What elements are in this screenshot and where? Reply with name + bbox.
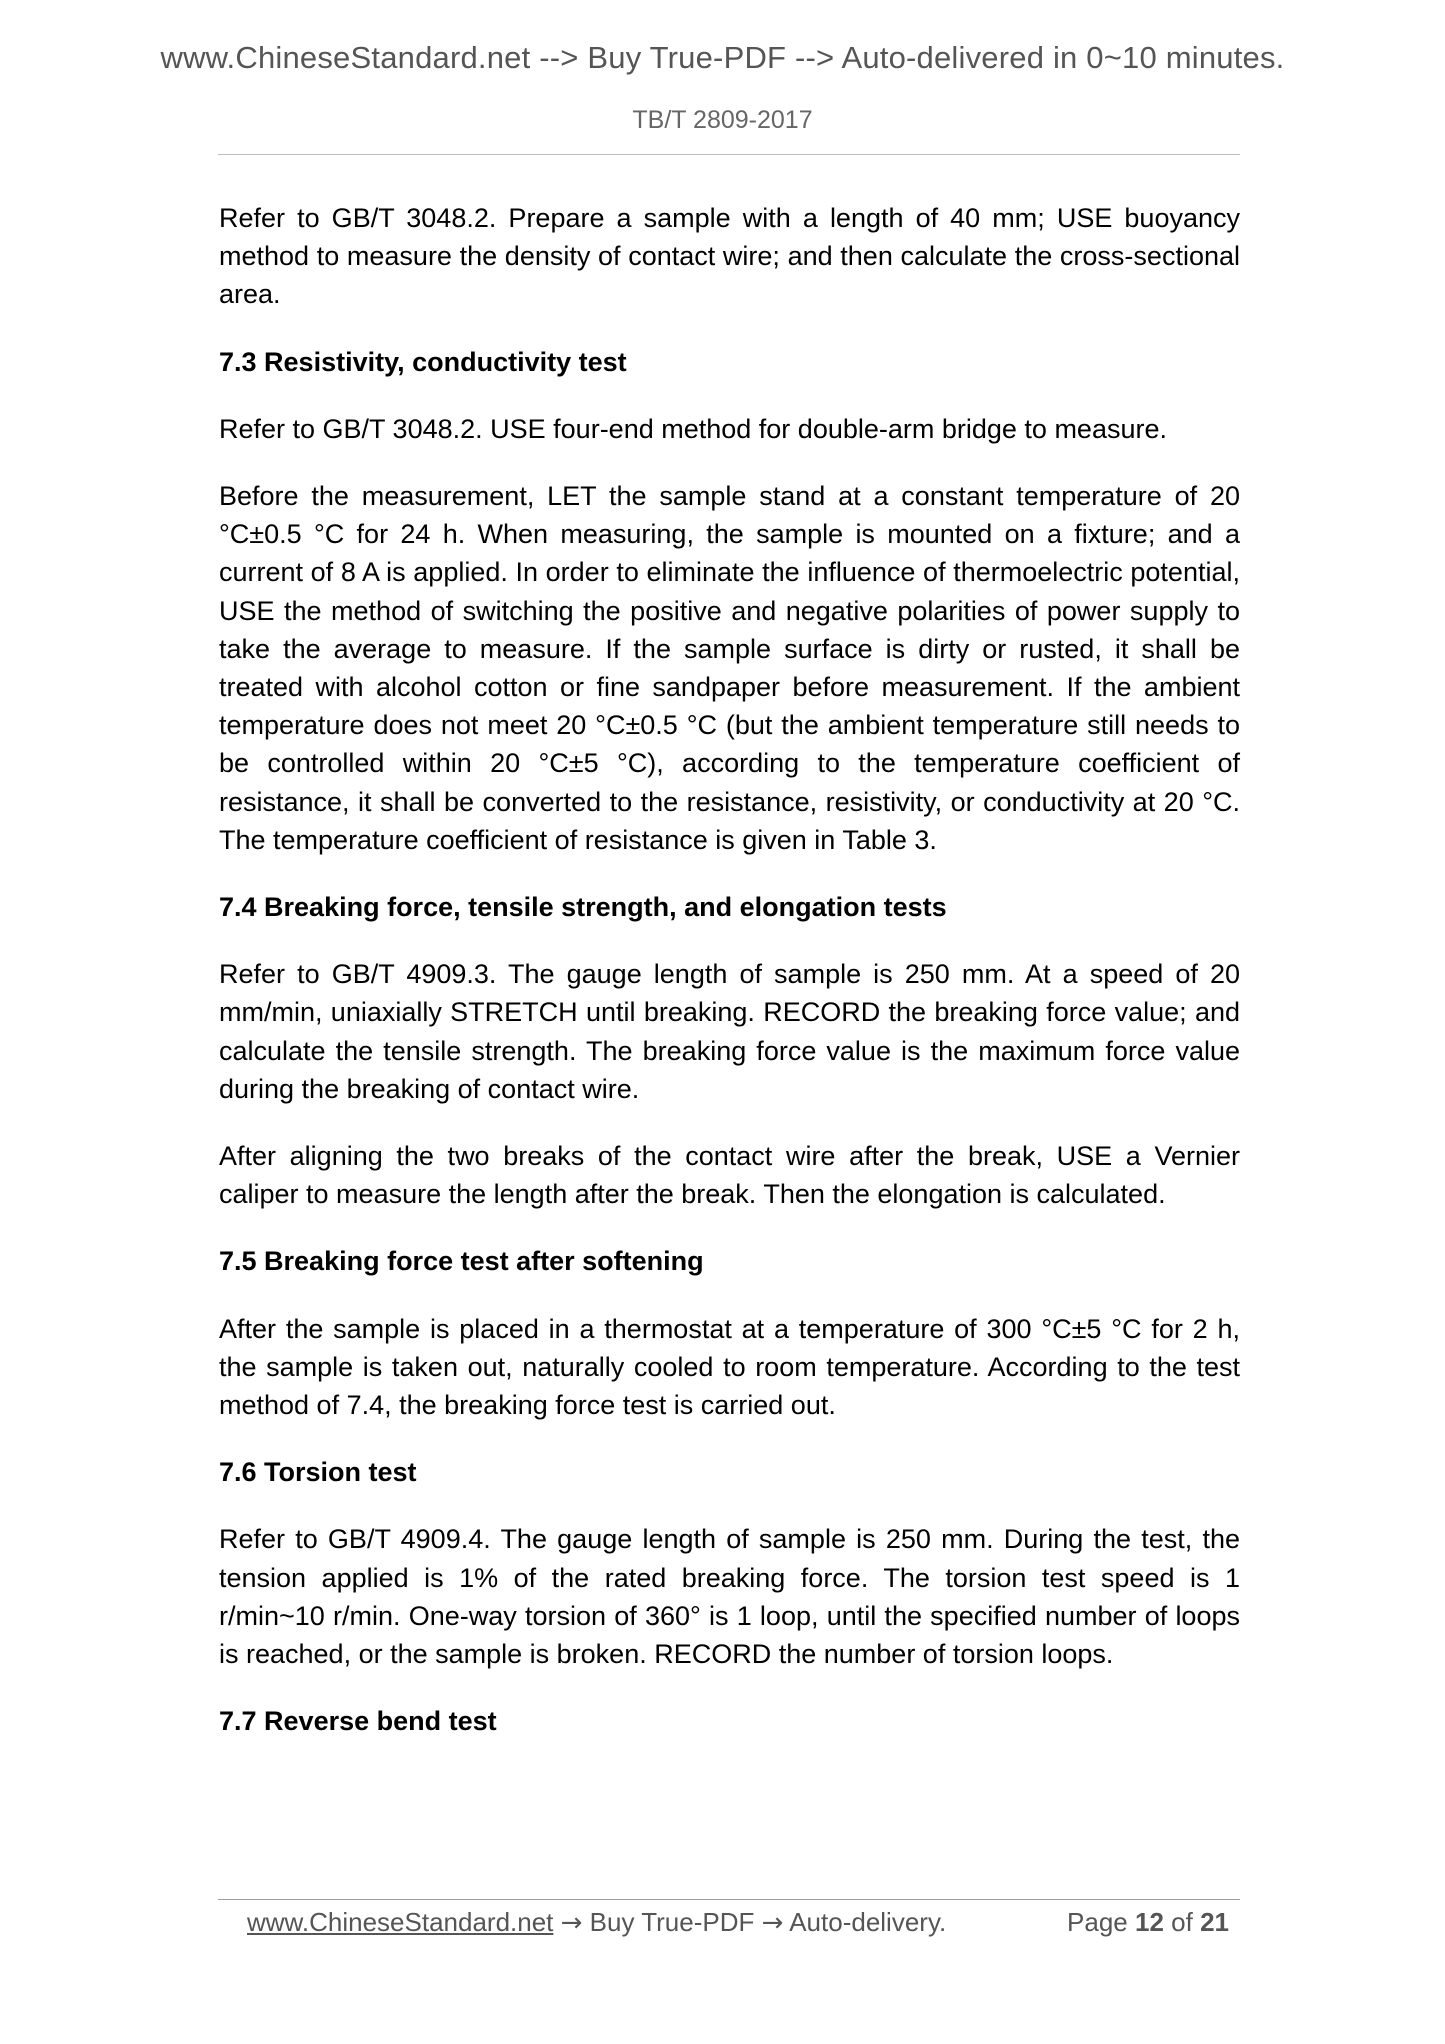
header-divider [218,154,1240,155]
section-7-4-paragraph-1: Refer to GB/T 4909.3. The gauge length of sample is 250 mm. At a speed of 20 mm/min, uniaxially STRETCH until breaking. RECORD the breaking force value; and calculate the tensile strength. The breaking force value is the maximum force value during the breaking of contact wire. [219,959,1240,1104]
section-7-3-paragraph-1: Refer to GB/T 3048.2. USE four-end method for double-arm bridge to measure. [219,413,1167,444]
section-7-4-paragraph-2: After aligning the two breaks of the contact wire after the break, USE a Vernier caliper to measure the length after the break. Then the elongation is calculated. [219,1141,1240,1210]
footer-delivery-text: Auto-delivery. [789,1907,947,1937]
section-7-6-paragraph-1: Refer to GB/T 4909.4. The gauge length of sample is 250 mm. During the test, the tension applied is 1% of the rated breaking force. The torsion test speed is 1 r/min~10 r/min. One-way torsion of 360° is 1 loop, until the specified number of loops is reached, or the sample is broken. RECORD the number of torsion loops. [219,1524,1240,1670]
document-body [219,199,1240,1770]
page-current: 12 [1135,1907,1164,1937]
section-7-5-heading: 7.5 Breaking force test after softening [219,1246,704,1277]
footer-divider [218,1899,1240,1900]
page-label: Page [1067,1907,1128,1937]
arrow-right-icon: → [761,1908,784,1938]
top-banner: www.ChineseStandard.net --> Buy True-PDF --> Auto-delivered in 0~10 minutes. [160,40,1285,75]
intro-paragraph: Refer to GB/T 3048.2. Prepare a sample with a length of 40 mm; USE buoyancy method to measure the density of contact wire; and then calculate the cross-sectional area. [219,203,1240,310]
section-7-7-heading: 7.7 Reverse bend test [219,1706,497,1737]
page-total: 21 [1200,1907,1229,1937]
footer-buy-text: Buy True-PDF [589,1907,755,1937]
section-7-5-paragraph-1: After the sample is placed in a thermostat at a temperature of 300 °C±5 °C for 2 h, the sample is taken out, naturally cooled to room temperature. According to the test method of 7.4, the breaking force test is carried out. [219,1313,1240,1421]
section-7-3-heading: 7.3 Resistivity, conductivity test [219,346,627,377]
section-7-4-heading: 7.4 Breaking force, tensile strength, and elongation tests [219,892,947,923]
footer [247,1902,1237,1942]
section-7-3-paragraph-2: Before the measurement, LET the sample stand at a constant temperature of 20 °C±0.5 °C for 24 h. When measuring, the sample is mounted on a fixture; and a current of 8 A is applied. In order to eliminate the influence of thermoelectric potential, USE the method of switching the positive and negative polarities of power supply to take the average to measure. If the sample surface is dirty or rusted, it shall be treated with alcohol cotton or fine sandpaper before measurement. If the ambient temperature does not meet 20 °C±0.5 °C (but the ambient temperature still needs to be controlled within 20 °C±5 °C), according to the temperature coefficient of resistance, it shall be converted to the resistance, resistivity, or conductivity at 20 °C. The temperature coefficient of resistance is given in Table 3. [219,481,1240,855]
section-7-6-heading: 7.6 Torsion test [219,1457,417,1488]
page-indicator [1067,1902,1229,1942]
footer-site-link[interactable]: www.ChineseStandard.net [247,1907,554,1937]
document-code: TB/T 2809-2017 [632,106,813,134]
arrow-right-icon: → [560,1908,583,1938]
page-of-label: of [1171,1907,1193,1937]
